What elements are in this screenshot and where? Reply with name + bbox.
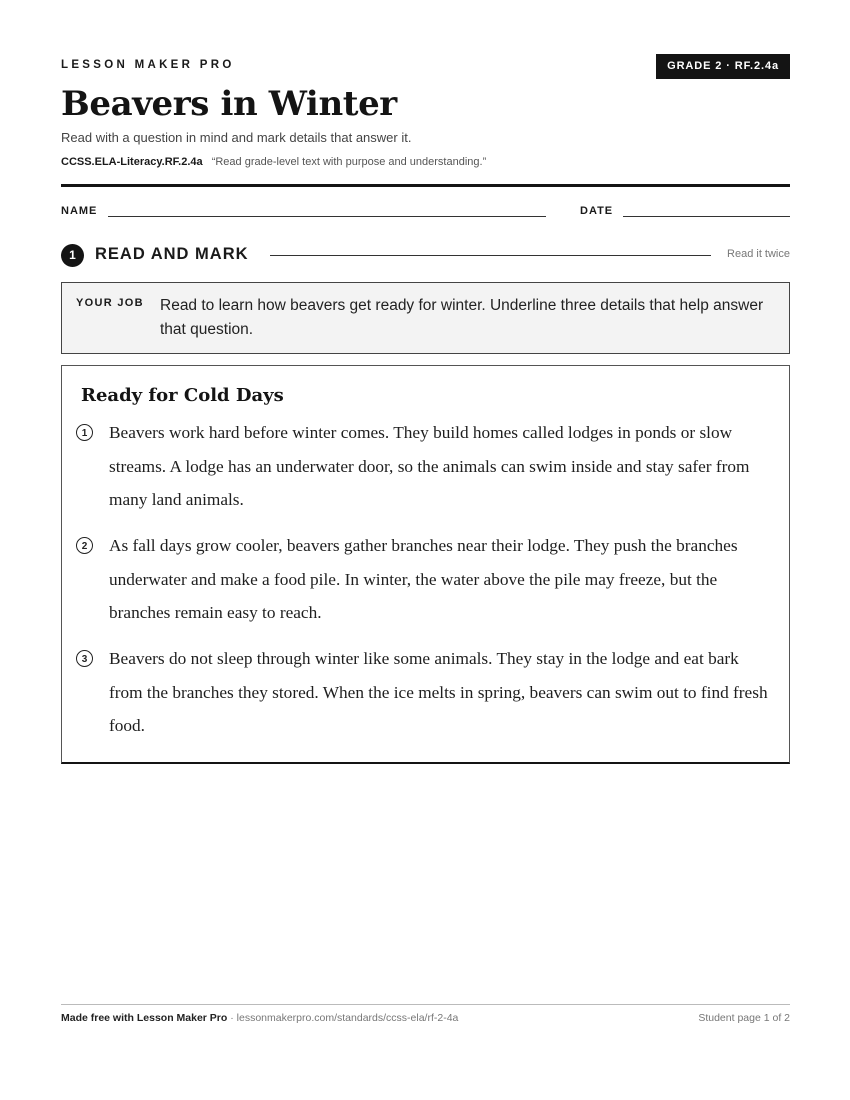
date-label: DATE bbox=[580, 205, 614, 217]
page-subtitle: Read with a question in mind and mark details that answer it. bbox=[61, 130, 412, 145]
task-label: YOUR JOB bbox=[76, 297, 144, 309]
task-box bbox=[61, 282, 790, 354]
reading-passage bbox=[61, 365, 790, 764]
name-field[interactable] bbox=[108, 216, 546, 217]
paragraph-text[interactable]: Beavers work hard before winter comes. They build homes called lodges in ponds or slow streams. A lodge has an underwater door, so the animals can swim inside and stay safer from many land animals. bbox=[109, 423, 750, 510]
section-divider bbox=[270, 255, 711, 256]
section-note: Read it twice bbox=[727, 248, 790, 260]
footer-url: · lessonmakerpro.com/standards/ccss-ela/rf-2-4a bbox=[227, 1012, 459, 1024]
paragraph-number: 2 bbox=[76, 537, 93, 554]
paragraph-text[interactable]: Beavers do not sleep through winter like some animals. They stay in the lodge and eat bark from the branches they stored. When the ice melts in spring, beavers can swim out to find fresh food. bbox=[109, 649, 768, 736]
worksheet-page bbox=[61, 0, 790, 1100]
paragraph-text[interactable]: As fall days grow cooler, beavers gather branches near their lodge. They push the branches underwater and make a food pile. In winter, the water above the pile may freeze, but the branches remain easy to reach. bbox=[109, 536, 738, 623]
section-title: READ AND MARK bbox=[95, 245, 249, 263]
footer-credit bbox=[61, 1012, 458, 1024]
page-title: Beavers in Winter bbox=[61, 84, 397, 124]
paragraph-number: 1 bbox=[76, 424, 93, 441]
name-label: NAME bbox=[61, 205, 98, 217]
standard-description: “Read grade-level text with purpose and understanding.” bbox=[211, 156, 487, 168]
passage-title: Ready for Cold Days bbox=[81, 385, 284, 406]
footer-brand: Made free with Lesson Maker Pro bbox=[61, 1012, 228, 1024]
footer-divider bbox=[61, 1004, 790, 1005]
standard-line bbox=[61, 156, 486, 168]
page-indicator: Student page 1 of 2 bbox=[698, 1012, 790, 1024]
standard-code: CCSS.ELA-Literacy.RF.2.4a bbox=[61, 156, 203, 168]
date-field[interactable] bbox=[623, 216, 790, 217]
paragraph-number: 3 bbox=[76, 650, 93, 667]
grade-badge: GRADE 2 · RF.2.4a bbox=[656, 54, 790, 79]
section-number: 1 bbox=[61, 244, 84, 267]
header-divider bbox=[61, 184, 790, 187]
task-instructions: Read to learn how beavers get ready for winter. Underline three details that help answer that question. bbox=[160, 297, 764, 338]
brand-name: LESSON MAKER PRO bbox=[61, 59, 235, 71]
